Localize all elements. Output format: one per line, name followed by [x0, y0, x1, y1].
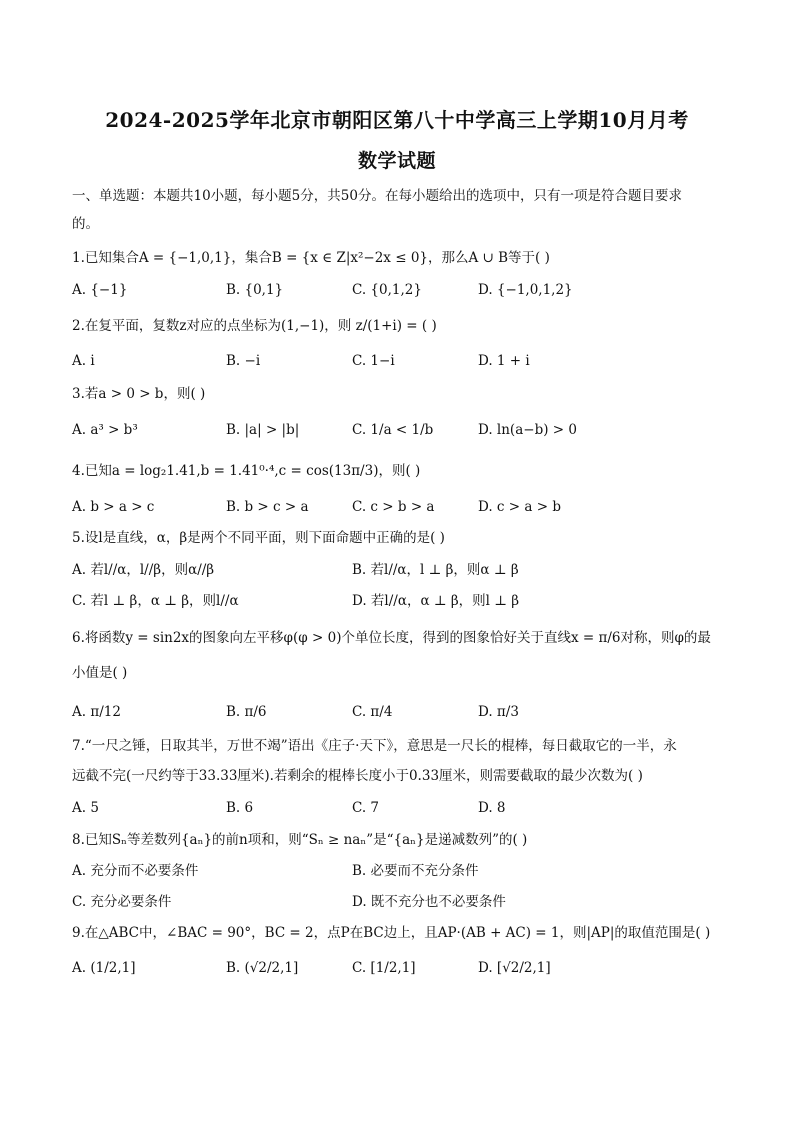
section-heading: 一、单选题：本题共10小题，每小题5分，共50分。在每小题给出的选项中，只有一项是符合题目要求 — [72, 188, 682, 204]
question-2-option-b: B. −i — [226, 353, 261, 369]
question-4-option-c: C. c > b > a — [352, 499, 435, 515]
question-3-option-d: D. ln(a−b) > 0 — [478, 422, 577, 438]
question-6-option-c: C. π/4 — [352, 704, 393, 720]
question-9-option-d: D. [√2/2,1] — [478, 960, 551, 976]
question-6-stem-continued: 小值是( ) — [72, 665, 128, 681]
question-9-option-b: B. (√2/2,1] — [226, 960, 299, 976]
question-1-option-d: D. {−1,0,1,2} — [478, 282, 573, 298]
question-5-option-c: C. 若l ⊥ β，α ⊥ β，则l//α — [72, 593, 239, 609]
question-7-stem: 7.“一尺之锤，日取其半，万世不竭”语出《庄子·天下》，意思是一尺长的棍棒，每日截取它的一半，永 — [72, 738, 677, 754]
section-heading-continued: 的。 — [72, 216, 99, 232]
question-8-option-d: D. 既不充分也不必要条件 — [352, 894, 506, 910]
question-5-stem: 5.设l是直线，α，β是两个不同平面，则下面命题中正确的是( ) — [72, 530, 445, 546]
question-3-option-a: A. a³ > b³ — [72, 422, 138, 438]
question-3-stem: 3.若a > 0 > b，则( ) — [72, 386, 206, 402]
question-3-option-b: B. |a| > |b| — [226, 422, 300, 438]
question-4-stem: 4.已知a = log₂1.41,b = 1.41⁰·⁴,c = cos(13π/3)，则( ) — [72, 463, 421, 479]
question-1-option-b: B. {0,1} — [226, 282, 284, 298]
question-2-stem: 2.在复平面，复数z对应的点坐标为(1,−1)，则 z/(1+i) = ( ) — [72, 318, 437, 334]
question-6-option-b: B. π/6 — [226, 704, 267, 720]
question-6-option-d: D. π/3 — [478, 704, 519, 720]
question-2-option-d: D. 1 + i — [478, 353, 530, 369]
question-5-option-d: D. 若l//α，α ⊥ β，则l ⊥ β — [352, 593, 520, 609]
question-7-stem-continued: 远截不完(一尺约等于33.33厘米).若剩余的棍棒长度小于0.33厘米，则需要截取的最少次数为( ) — [72, 768, 643, 784]
question-5-option-a: A. 若l//α，l//β，则α//β — [72, 562, 215, 578]
question-7-option-a: A. 5 — [72, 800, 99, 816]
question-8-stem: 8.已知Sₙ等差数列{aₙ}的前n项和，则“Sₙ ≥ naₙ”是“{aₙ}是递减数列”的( ) — [72, 832, 528, 848]
question-8-option-b: B. 必要而不充分条件 — [352, 863, 479, 879]
question-4-option-d: D. c > a > b — [478, 499, 561, 515]
question-1-option-c: C. {0,1,2} — [352, 282, 422, 298]
question-1-stem: 1.已知集合A = {−1,0,1}，集合B = {x ∈ Z|x²−2x ≤ 0}，那么A ∪ B等于( ) — [72, 250, 550, 266]
question-1-option-a: A. {−1} — [72, 282, 128, 298]
question-2-option-c: C. 1−i — [352, 353, 395, 369]
question-9-option-c: C. [1/2,1] — [352, 960, 416, 976]
question-9-option-a: A. (1/2,1] — [72, 960, 136, 976]
question-2-option-a: A. i — [72, 353, 95, 369]
question-4-option-b: B. b > c > a — [226, 499, 309, 515]
question-8-option-a: A. 充分而不必要条件 — [72, 863, 199, 879]
question-7-option-d: D. 8 — [478, 800, 506, 816]
question-5-option-b: B. 若l//α，l ⊥ β，则α ⊥ β — [352, 562, 519, 578]
question-6-stem: 6.将函数y = sin2x的图象向左平移φ(φ > 0)个单位长度，得到的图象恰好关于直线x = π/6对称，则φ的最 — [72, 630, 711, 646]
question-8-option-c: C. 充分必要条件 — [72, 894, 172, 910]
exam-subtitle: 数学试题 — [357, 150, 436, 172]
exam-title: 2024-2025学年北京市朝阳区第八十中学高三上学期10月月考 — [105, 108, 689, 132]
question-9-stem: 9.在△ABC中，∠BAC = 90°，BC = 2，点P在BC边上，且AP·(AB + AC) = 1，则|AP|的取值范围是( ) — [72, 925, 711, 941]
question-4-option-a: A. b > a > c — [72, 499, 155, 515]
question-6-option-a: A. π/12 — [72, 704, 121, 720]
question-7-option-c: C. 7 — [352, 800, 380, 816]
question-7-option-b: B. 6 — [226, 800, 254, 816]
question-3-option-c: C. 1/a < 1/b — [352, 422, 434, 438]
